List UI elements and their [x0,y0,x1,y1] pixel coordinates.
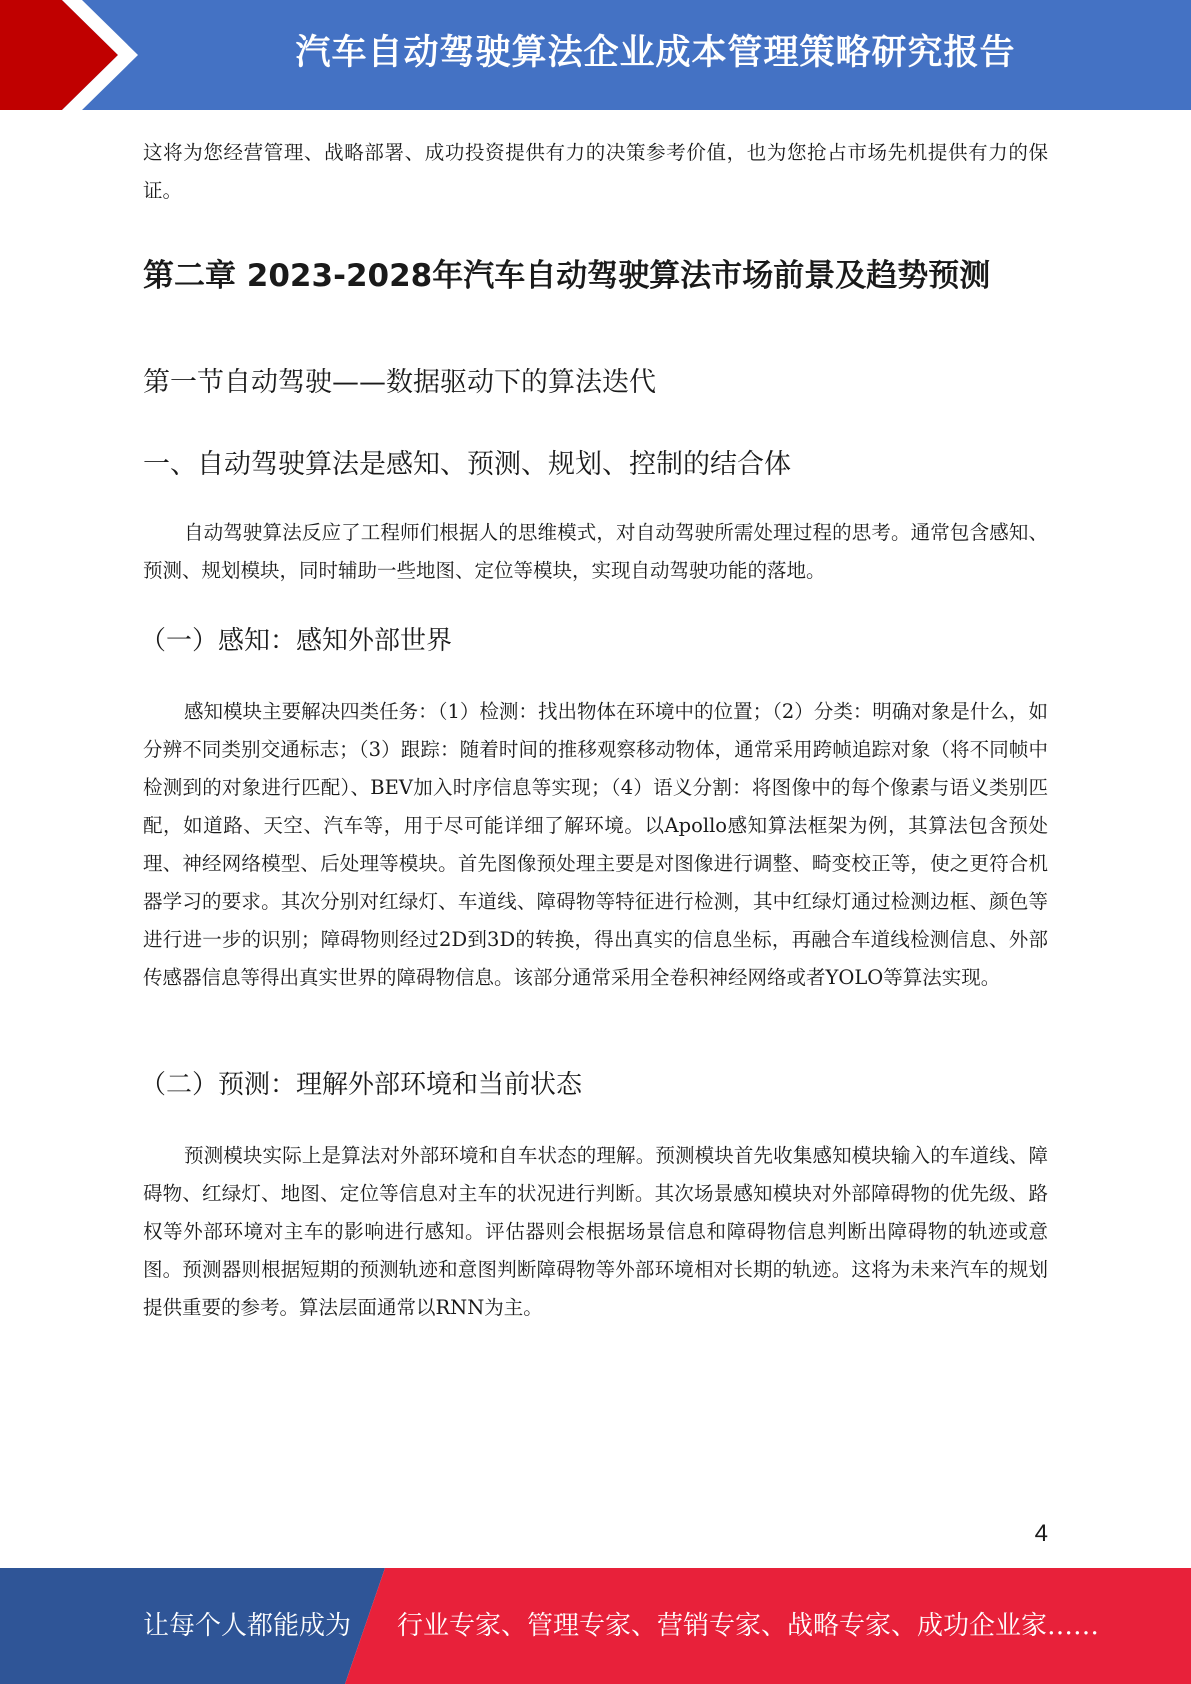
chapter-title: 第二章 2023-2028年汽车自动驾驶算法市场前景及趋势预测 [143,258,991,294]
perception-paragraph: 感知模块主要解决四类任务：（1）检测：找出物体在环境中的位置；（2）分类：明确对象是什么，如分辨不同类别交通标志；（3）跟踪：随着时间的推移观察移动物体，通常采用跨帧追踪对象（将不同帧中检测到的对象进行匹配）、BEV加入时序信息等实现；（4）语义分割：将图像中的每个像素与语义类别匹配，如道路、天空、汽车等，用于尽可能详细了解环境。以Apollo感知算法框架为例，其算法包含预处理、神经网络模型、后处理等模块。首先图像预处理主要是对图像进行调整、畸变校正等，使之更符合机器学习的要求。其次分别对红绿灯、车道线、障碍物等特征进行检测，其中红绿灯通过检测边框、颜色等进行进一步的识别；障碍物则经过2D到3D的转换，得出真实的信息坐标，再融合车道线检测信息、外部传感器信息等得出真实世界的障碍物信息。该部分通常采用全卷积神经网络或者YOLO等算法实现。 [143,700,1048,989]
prediction-paragraph: 预测模块实际上是算法对外部环境和自车状态的理解。预测模块首先收集感知模块输入的车道线、障碍物、红绿灯、地图、定位等信息对主车的状况进行判断。其次场景感知模块对外部障碍物的优先级、路权等外部环境对主车的影响进行感知。评估器则会根据场景信息和障碍物信息判断出障碍物的轨迹或意图。预测器则根据短期的预测轨迹和意图判断障碍物等外部环境相对长期的轨迹。这将为未来汽车的规划提供重要的参考。算法层面通常以RNN为主。 [143,1144,1048,1319]
header-chevron-decoration [0,0,150,110]
footer-slogan-right: 行业专家、管理专家、营销专家、战略专家、成功企业家…… [397,1611,1100,1641]
section-title: 第一节自动驾驶——数据驱动下的算法迭代 [143,367,656,398]
prediction-heading: （二）预测：理解外部环境和当前状态 [140,1070,583,1100]
perception-heading: （一）感知：感知外部世界 [140,626,453,656]
page-number: 4 [1034,1520,1048,1547]
perception-block [143,693,1048,997]
report-title: 汽车自动驾驶算法企业成本管理策略研究报告 [295,33,1016,73]
page-footer [0,1568,1191,1684]
page-header [0,0,1191,110]
subsection-title: 一、自动驾驶算法是感知、预测、规划、控制的结合体 [143,449,791,480]
subsection-paragraph: 自动驾驶算法反应了工程师们根据人的思维模式，对自动驾驶所需处理过程的思考。通常包含感知、预测、规划模块，同时辅助一些地图、定位等模块，实现自动驾驶功能的落地。 [143,521,1048,582]
intro-paragraph: 这将为您经营管理、战略部署、成功投资提供有力的决策参考价值，也为您抢占市场先机提供有力的保证。 [143,141,1048,202]
prediction-block [143,1137,1048,1327]
intro-block [143,134,1048,210]
footer-slogan-left: 让每个人都能成为 [143,1611,352,1641]
subsection-block [143,514,1048,590]
